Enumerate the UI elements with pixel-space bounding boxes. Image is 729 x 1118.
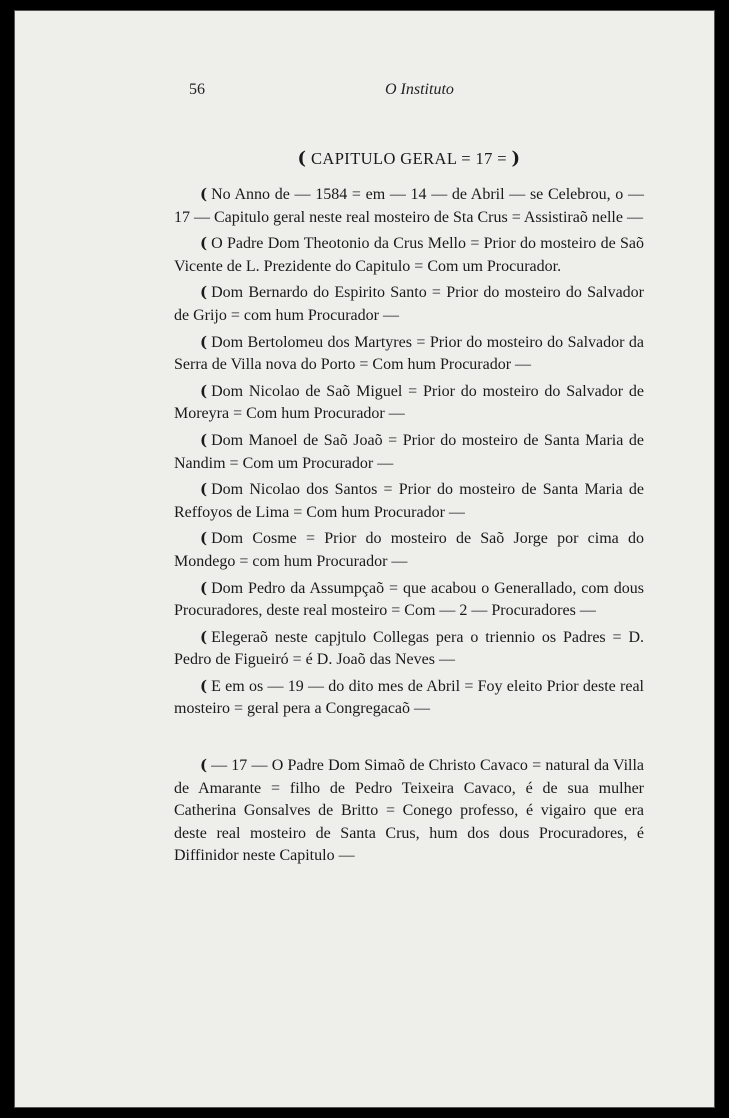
paragraph-text: Elegeraõ neste capjtulo Collegas pera o triennio os Padres = D. Pedro de Figueiró = é D. Joaõ das Neves — bbox=[174, 628, 644, 669]
paragraph-mark-icon: ( bbox=[200, 381, 208, 400]
paragraph-mark-icon: ( bbox=[200, 430, 208, 449]
section-gap bbox=[174, 724, 644, 754]
paragraph-text: Dom Cosme = Prior do mosteiro de Saõ Jorge por cima do Mondego = com hum Procurador — bbox=[174, 530, 644, 570]
paragraph-mark-icon: ( bbox=[200, 529, 208, 548]
paragraph-text: Dom Bertolomeu dos Martyres = Prior do mosteiro do Salvador da Serra de Villa nova do Porto = Com hum Procurador — bbox=[174, 333, 644, 374]
paragraph-mark-icon: ( bbox=[200, 332, 208, 351]
paragraph-mark-icon: ( bbox=[297, 148, 307, 169]
paragraph bbox=[174, 754, 644, 868]
paragraph-text: Dom Nicolao de Saõ Miguel = Prior do mosteiro do Salvador de Moreyra = Com hum Procurador — bbox=[174, 382, 644, 423]
paragraph-text: No Anno de — 1584 = em — 14 — de Abril — se Celebrou, o — 17 — Capitulo geral neste real mosteiro de Sta Crus = Assistiraõ nelle — bbox=[174, 186, 644, 226]
closing-mark-icon: ) bbox=[511, 148, 521, 169]
paragraph bbox=[174, 527, 644, 573]
chapter-title: CAPITULO GERAL = 17 = bbox=[311, 149, 507, 168]
chapter-heading bbox=[174, 148, 644, 169]
paragraph bbox=[174, 183, 644, 229]
paragraph-mark-icon: ( bbox=[200, 756, 208, 775]
paragraph-text: Dom Manoel de Saõ Joaõ = Prior do mosteiro de Santa Maria de Nandim = Com um Procurador — bbox=[174, 431, 644, 472]
paragraph-mark-icon: ( bbox=[200, 480, 208, 499]
paragraph-mark-icon: ( bbox=[200, 676, 208, 695]
paragraph-text: Dom Pedro da Assumpçaõ = que acabou o Generallado, com dous Procuradores, deste real mosteiro = Com — 2 — Procuradores — bbox=[174, 579, 644, 620]
paragraph-mark-icon: ( bbox=[200, 283, 208, 302]
paragraph bbox=[174, 380, 644, 426]
paragraph-mark-icon: ( bbox=[200, 578, 208, 597]
paragraph bbox=[174, 429, 644, 475]
paragraph bbox=[174, 626, 644, 672]
page-number: 56 bbox=[189, 81, 205, 98]
paragraph bbox=[174, 331, 644, 377]
paragraph-mark-icon: ( bbox=[200, 185, 208, 203]
paragraph-text: Dom Bernardo do Espirito Santo = Prior do mosteiro do Salvador de Grijo = com hum Procurador — bbox=[174, 284, 644, 324]
body-text bbox=[174, 183, 644, 871]
paragraph-mark-icon: ( bbox=[200, 627, 208, 646]
paragraph bbox=[174, 478, 644, 524]
paragraph bbox=[174, 232, 644, 278]
paragraph bbox=[174, 281, 644, 327]
paragraph bbox=[174, 577, 644, 623]
paragraph-text: — 17 — O Padre Dom Simaõ de Christo Cavaco = natural da Villa de Amarante = filho de Pedro Teixeira Cavaco, é de sua mulher Catherina Gonsalves de Britto = Conego professo, é vigairo que era deste real mosteiro de Santa Crus, hum dos dous Procuradores, é Diffinidor neste Capitulo — bbox=[174, 757, 644, 865]
paragraph-text: E em os — 19 — do dito mes de Abril = Foy eleito Prior deste real mosteiro = geral pera a Congregacaõ — bbox=[174, 677, 644, 718]
paragraph-text: O Padre Dom Theotonio da Crus Mello = Prior do mosteiro de Saõ Vicente de L. Prezidente do Capitulo = Com um Procurador. bbox=[174, 235, 644, 275]
running-title: O Instituto bbox=[385, 81, 454, 98]
paragraph-mark-icon: ( bbox=[200, 234, 208, 253]
paragraph bbox=[174, 675, 644, 721]
paragraph-text: Dom Nicolao dos Santos = Prior do mosteiro de Santa Maria de Reffoyos de Lima = Com hum Procurador — bbox=[174, 481, 644, 521]
